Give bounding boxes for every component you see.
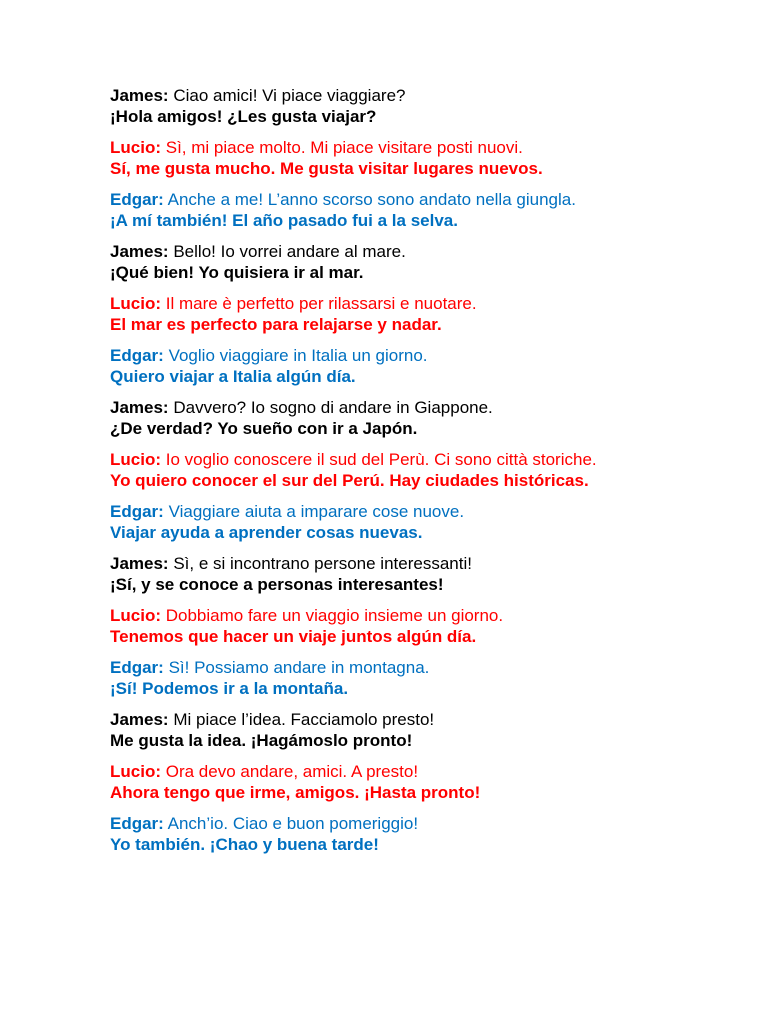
speaker-name: Edgar: [110, 658, 164, 677]
italian-text: Viaggiare aiuta a imparare cose nuove. [168, 502, 465, 521]
italian-text: Dobbiamo fare un viaggio insieme un giorno. [165, 606, 504, 625]
italian-text: Davvero? Io sogno di andare in Giappone. [173, 398, 493, 417]
spanish-translation: ¡Hola amigos! ¿Les gusta viajar? [110, 107, 377, 126]
dialogue-document [110, 85, 710, 865]
spanish-translation: ¡Sí! Podemos ir a la montaña. [110, 679, 349, 698]
italian-text: Anch’io. Ciao e buon pomeriggio! [167, 814, 419, 833]
italian-text: Sì! Possiamo andare in montagna. [168, 658, 430, 677]
speaker-name: Edgar: [110, 346, 164, 365]
italian-text: Anche a me! L’anno scorso sono andato nella giungla. [167, 190, 576, 209]
dialogue-entry [110, 761, 710, 803]
dialogue-entry [110, 605, 710, 647]
dialogue-entry [110, 189, 710, 231]
spanish-translation: Yo también. ¡Chao y buena tarde! [110, 835, 379, 854]
dialogue-entry [110, 501, 710, 543]
italian-line [110, 189, 710, 210]
italian-line [110, 605, 710, 626]
speaker-name: James: [110, 242, 169, 261]
spanish-translation: ¡Sí, y se conoce a personas interesantes! [110, 575, 444, 594]
dialogue-entry [110, 85, 710, 127]
spanish-translation: Tenemos que hacer un viaje juntos algún día. [110, 627, 477, 646]
speaker-name: Lucio: [110, 294, 161, 313]
dialogue-entry [110, 449, 710, 491]
speaker-name: Edgar: [110, 502, 164, 521]
italian-text: Io voglio conoscere il sud del Perù. Ci sono città storiche. [165, 450, 597, 469]
italian-line [110, 813, 710, 834]
dialogue-entry [110, 345, 710, 387]
italian-line [110, 293, 710, 314]
italian-line [110, 761, 710, 782]
italian-text: Ora devo andare, amici. A presto! [165, 762, 419, 781]
dialogue-entry [110, 293, 710, 335]
italian-text: Ciao amici! Vi piace viaggiare? [173, 86, 406, 105]
italian-line [110, 85, 710, 106]
spanish-translation: Sí, me gusta mucho. Me gusta visitar lugares nuevos. [110, 159, 543, 178]
speaker-name: James: [110, 554, 169, 573]
italian-text: Sì, e si incontrano persone interessanti! [173, 554, 472, 573]
spanish-translation: ¡A mí también! El año pasado fui a la selva. [110, 211, 458, 230]
italian-text: Mi piace l’idea. Facciamolo presto! [173, 710, 435, 729]
speaker-name: James: [110, 710, 169, 729]
italian-line [110, 553, 710, 574]
spanish-translation: Yo quiero conocer el sur del Perú. Hay ciudades históricas. [110, 471, 589, 490]
dialogue-entry [110, 813, 710, 855]
speaker-name: Lucio: [110, 606, 161, 625]
spanish-translation: Quiero viajar a Italia algún día. [110, 367, 356, 386]
speaker-name: Lucio: [110, 762, 161, 781]
italian-line [110, 501, 710, 522]
speaker-name: James: [110, 86, 169, 105]
dialogue-entry [110, 137, 710, 179]
italian-line [110, 449, 710, 470]
italian-line [110, 397, 710, 418]
italian-line [110, 241, 710, 262]
italian-line [110, 345, 710, 366]
italian-line [110, 657, 710, 678]
dialogue-entry [110, 397, 710, 439]
dialogue-entry [110, 241, 710, 283]
italian-line [110, 709, 710, 730]
italian-text: Bello! Io vorrei andare al mare. [173, 242, 406, 261]
speaker-name: Lucio: [110, 450, 161, 469]
speaker-name: Edgar: [110, 190, 164, 209]
speaker-name: Edgar: [110, 814, 164, 833]
spanish-translation: Ahora tengo que irme, amigos. ¡Hasta pronto! [110, 783, 481, 802]
speaker-name: James: [110, 398, 169, 417]
italian-text: Sì, mi piace molto. Mi piace visitare posti nuovi. [165, 138, 523, 157]
spanish-translation: ¡Qué bien! Yo quisiera ir al mar. [110, 263, 364, 282]
dialogue-entry [110, 709, 710, 751]
spanish-translation: ¿De verdad? Yo sueño con ir a Japón. [110, 419, 418, 438]
dialogue-entry [110, 553, 710, 595]
spanish-translation: Viajar ayuda a aprender cosas nuevas. [110, 523, 423, 542]
dialogue-entry [110, 657, 710, 699]
italian-text: Il mare è perfetto per rilassarsi e nuotare. [165, 294, 477, 313]
italian-line [110, 137, 710, 158]
italian-text: Voglio viaggiare in Italia un giorno. [168, 346, 428, 365]
speaker-name: Lucio: [110, 138, 161, 157]
spanish-translation: El mar es perfecto para relajarse y nadar. [110, 315, 442, 334]
spanish-translation: Me gusta la idea. ¡Hagámoslo pronto! [110, 731, 413, 750]
